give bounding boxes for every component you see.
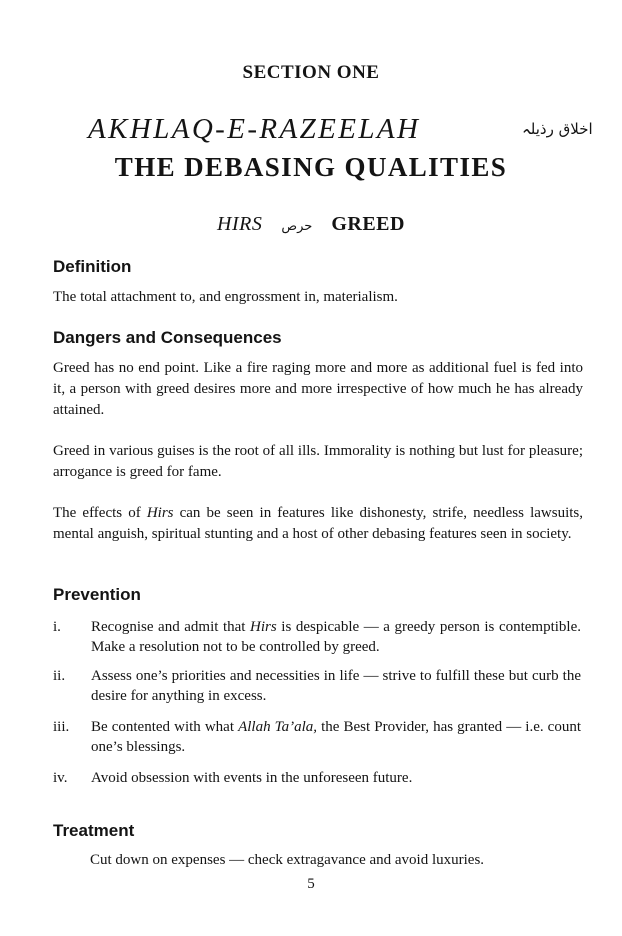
item-text-start: Avoid obsession with events in the unforeseen future. <box>91 770 413 786</box>
item-term: Hirs <box>250 619 277 635</box>
title-arabic-script: اخلاق رذیلہ <box>522 120 593 138</box>
item-text-end: is despicable — a greedy person is contemptible. Make a resolution not to be controlled by greed. <box>91 619 581 655</box>
item-text <box>91 617 581 657</box>
item-text-end: the Best Provider, has granted — i.e. count one’s blessings. <box>91 719 581 755</box>
subtitle-transliteration: HIRS <box>217 213 263 235</box>
item-number: iv. <box>53 770 68 786</box>
treatment-heading: Treatment <box>53 821 135 840</box>
title-transliteration: AKHLAQ-E-RAZEELAH <box>88 113 421 145</box>
title-row <box>88 113 593 153</box>
item-text <box>91 768 581 788</box>
dangers-p3-start: The effects of <box>53 505 147 521</box>
dangers-paragraph-3 <box>53 503 583 545</box>
section-label: SECTION ONE <box>242 62 380 83</box>
item-text-start: Assess one’s priorities and necessities in life — strive to fulfill these but curb the desire for anything in excess. <box>91 668 581 704</box>
definition-heading: Definition <box>53 257 132 276</box>
subtitle-row <box>0 213 622 236</box>
dangers-heading: Dangers and Consequences <box>53 328 282 347</box>
item-term: Allah Ta’ala, <box>238 719 318 735</box>
prevention-heading: Prevention <box>53 585 141 604</box>
subtitle-english: GREED <box>331 213 405 235</box>
dangers-paragraph-2: Greed in various guises is the root of all ills. Immorality is nothing but lust for pleasure; arrogance is greed for fame. <box>53 443 583 480</box>
item-text-start: Recognise and admit that <box>91 619 251 635</box>
subtitle-arabic-script: حرص <box>281 219 313 234</box>
item-text <box>91 666 581 706</box>
item-number: ii. <box>53 668 66 684</box>
item-number: iii. <box>53 719 70 735</box>
item-text <box>91 717 581 757</box>
title-english: THE DEBASING QUALITIES <box>114 152 508 182</box>
definition-text: The total attachment to, and engrossment in, materialism. <box>53 289 398 305</box>
page-number: 5 <box>307 876 315 892</box>
treatment-text: Cut down on expenses — check extragavance and avoid luxuries. <box>90 852 485 868</box>
item-text-start: Be contented with what <box>91 719 239 735</box>
dangers-p3-term: Hirs <box>146 505 174 521</box>
item-number: i. <box>53 619 61 635</box>
dangers-p3-end: can be seen in features like dishonesty, strife, needless lawsuits, mental anguish, spiritual stunting and a host of other debasing features seen in society. <box>53 505 583 542</box>
dangers-paragraph-1: Greed has no end point. Like a fire raging more and more as additional fuel is fed into it, a person with greed desires more and more irrespective of how much he has already attained. <box>53 360 583 418</box>
